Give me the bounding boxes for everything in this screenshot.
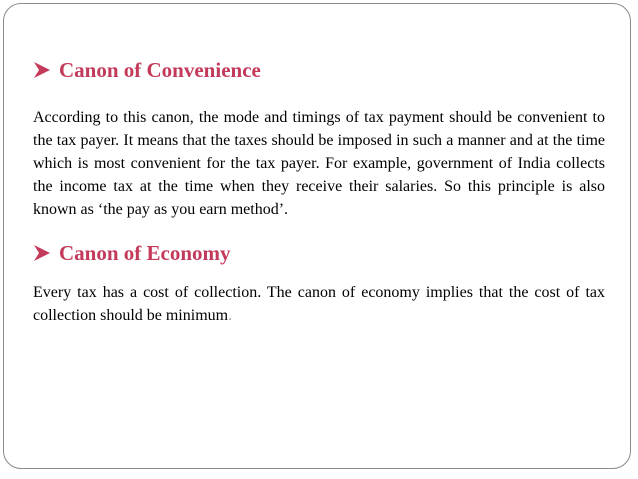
arrowhead-bullet-icon bbox=[33, 61, 51, 79]
paragraph-economy-text: Every tax has a cost of collection. The canon of economy implies that the cost of tax collection should be minimum bbox=[33, 284, 605, 324]
heading-text-convenience: Canon of Convenience bbox=[59, 58, 261, 82]
paragraph-economy bbox=[33, 281, 605, 327]
paragraph-economy-trailing-period: . bbox=[228, 307, 233, 324]
heading-text-economy: Canon of Economy bbox=[59, 241, 231, 265]
section-heading-convenience bbox=[33, 54, 605, 86]
paragraph-convenience: According to this canon, the mode and timings of tax payment should be convenient to the tax payer. It means that the taxes should be imposed in such a manner and at the time which is most convenient for the tax payer. For example, government of India collects the income tax at the time when they receive their salaries. So this principle is also known as ‘the pay as you earn method’. bbox=[33, 109, 605, 218]
section-heading-economy bbox=[33, 237, 605, 269]
arrowhead-bullet-icon bbox=[33, 244, 51, 262]
slide-content bbox=[33, 54, 605, 327]
